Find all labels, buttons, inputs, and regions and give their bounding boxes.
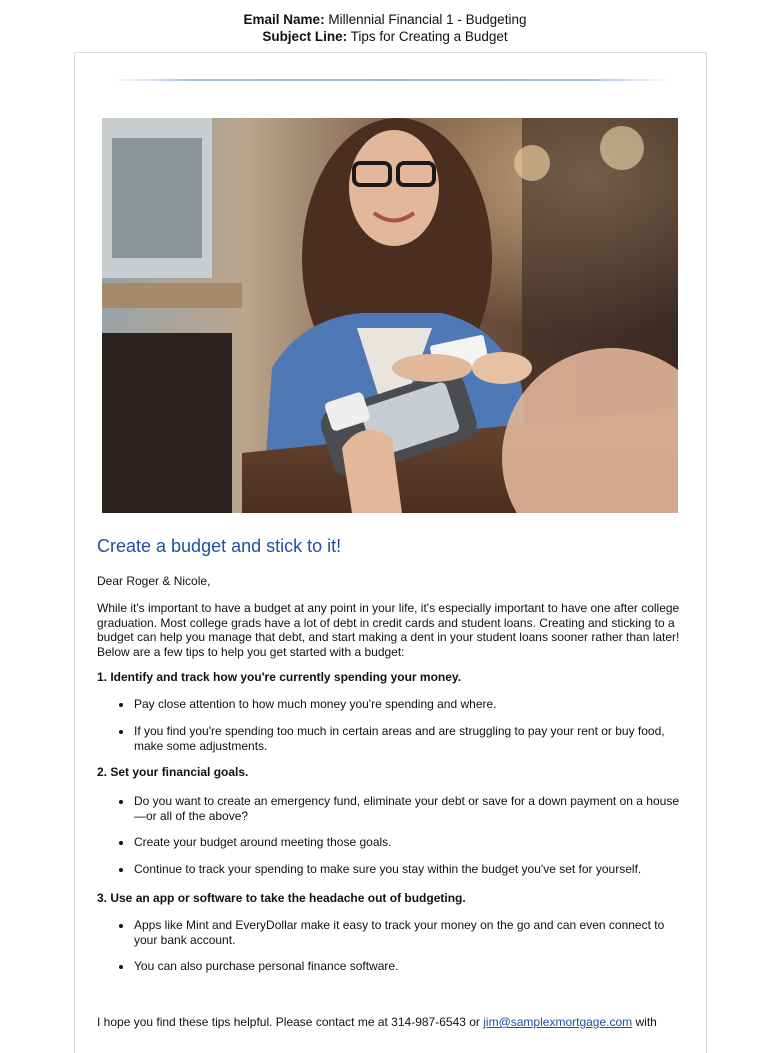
- closing-text-after: with: [632, 1015, 657, 1029]
- tip-2-bullet-2: Create your budget around meeting those goals.: [134, 835, 679, 850]
- tip-2-bullet-3: Continue to track your spending to make sure you stay within the budget you've set for yourself.: [134, 862, 679, 877]
- hero-photo: [102, 118, 678, 513]
- tip-2-bullet-1: Do you want to create an emergency fund, eliminate your debt or save for a down payment on a house—or all of the above?: [134, 794, 679, 823]
- photo-woman-paying-with-card-icon: [102, 118, 678, 513]
- intro-paragraph: While it's important to have a budget at any point in your life, it's especially important to have one after college graduation. Most college grads have a lot of debt in credit cards and student loans. Creating and sticking to a budget can help you manage that debt, and start making a dent in your student loans sooner rather than later! Below are a few tips to help you get started with a budget:: [97, 601, 680, 659]
- tip-3-title: 3. Use an app or software to take the headache out of budgeting.: [97, 891, 466, 905]
- email-name-label: Email Name:: [243, 12, 325, 27]
- email-header: [0, 11, 770, 45]
- tip-2-title: 2. Set your financial goals.: [97, 765, 249, 779]
- email-name-line: [0, 11, 770, 28]
- tip-1-bullet-1: Pay close attention to how much money you're spending and where.: [134, 697, 679, 712]
- greeting: Dear Roger & Nicole,: [97, 574, 211, 588]
- closing-paragraph: [97, 1015, 682, 1030]
- tip-1-title: 1. Identify and track how you're currently spending your money.: [97, 670, 462, 684]
- subject-value: Tips for Creating a Budget: [350, 29, 508, 44]
- closing-text-before: I hope you find these tips helpful. Please contact me at 314-987-6543 or: [97, 1015, 484, 1029]
- divider-rule: [110, 79, 670, 81]
- contact-email-link[interactable]: jim@samplexmortgage.com: [483, 1015, 633, 1029]
- subject-line: [0, 28, 770, 45]
- headline: Create a budget and stick to it!: [97, 536, 342, 556]
- email-name-value: Millennial Financial 1 - Budgeting: [328, 12, 527, 27]
- tip-3-bullet-2: You can also purchase personal finance software.: [134, 959, 679, 974]
- tip-1-bullet-2: If you find you're spending too much in certain areas and are struggling to pay your rent or buy food, make some adjustments.: [134, 724, 679, 753]
- subject-label: Subject Line:: [262, 29, 348, 44]
- tip-3-bullet-1: Apps like Mint and EveryDollar make it easy to track your money on the go and can even connect to your bank account.: [134, 918, 679, 947]
